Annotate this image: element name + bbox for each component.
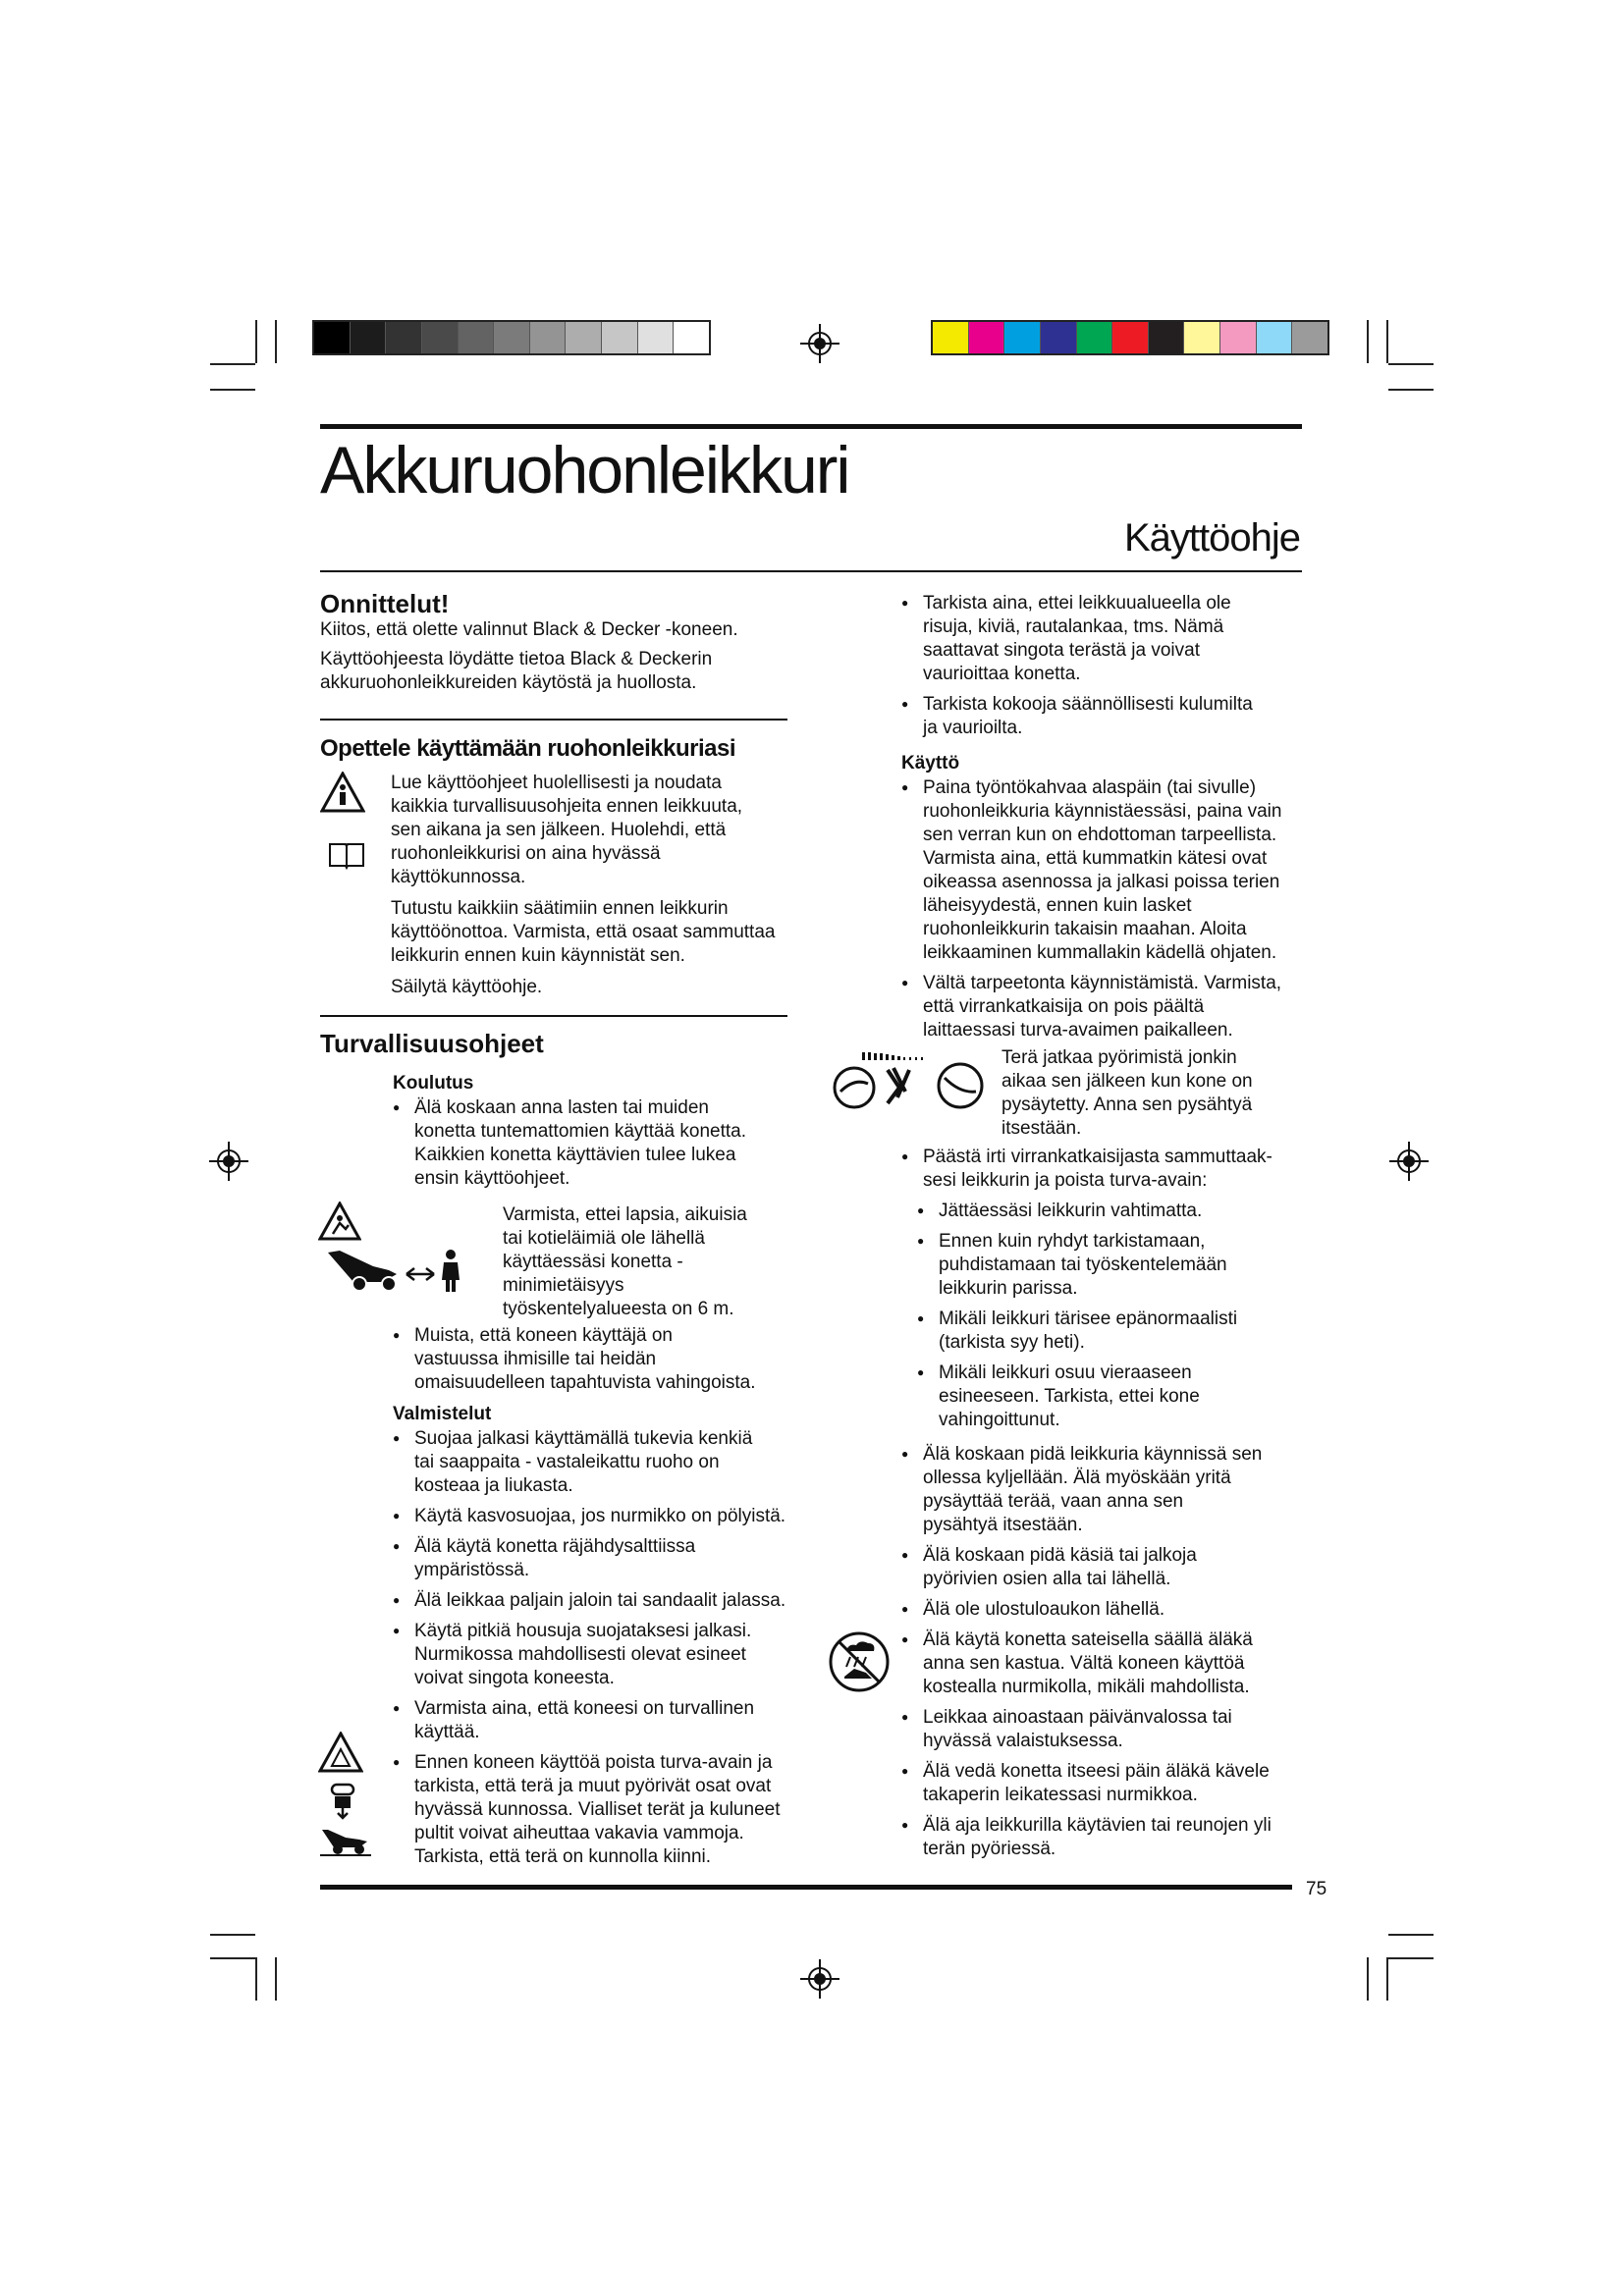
- text-line: Varmista aina, että koneesi on turvallinen: [414, 1698, 755, 1719]
- text-line: Suojaa jalkasi käyttämällä tukevia kenkiä: [414, 1428, 753, 1449]
- page-number: 75: [1306, 1879, 1327, 1899]
- crop-mark: [210, 389, 255, 391]
- gray-swatch: [314, 322, 351, 353]
- mower-icon: [320, 1828, 371, 1857]
- preparation-heading: Valmistelut: [393, 1404, 492, 1424]
- text-line: risuja, kiviä, rautalankaa, tms. Nämä: [923, 616, 1224, 637]
- text-line: työskentelyalueesta on 6 m.: [503, 1299, 734, 1319]
- text-line: Mikäli leikkuri osuu vieraaseen: [939, 1362, 1192, 1383]
- learn-section: [320, 734, 791, 764]
- section-rule: [320, 1015, 787, 1017]
- sub-list-item: ● Jättäessäsi leikkurin vahtimatta.: [901, 1199, 1314, 1223]
- blade-warning-text: [1001, 1046, 1296, 1141]
- text-line: vaurioittaa konetta.: [923, 664, 1081, 684]
- warning-triangle-icon: [320, 772, 365, 813]
- text-line: ollessa kyljellään. Älä myöskään yritä: [923, 1468, 1231, 1488]
- gray-swatch: [566, 322, 602, 353]
- text-line: Nurmikossa mahdollisesti olevat esineet: [414, 1644, 746, 1665]
- text-line: Älä koskaan anna lasten tai muiden: [414, 1097, 709, 1118]
- safety-key-icon: [328, 1783, 357, 1820]
- text-line: Mikäli leikkuri tärisee epänormaalisti: [939, 1308, 1238, 1329]
- gray-swatch: [674, 322, 709, 353]
- page-title: Akkuruohonleikkuri: [320, 433, 849, 507]
- color-swatch: [1041, 322, 1077, 353]
- color-swatch: [1112, 322, 1149, 353]
- color-swatch: [1004, 322, 1041, 353]
- text-line: ensin käyttöohjeet.: [414, 1168, 570, 1189]
- list-item: [393, 1750, 795, 1869]
- text-line: itsestään.: [1001, 1118, 1082, 1139]
- text-line: käyttöönottoa. Varmista, että osaat sammuttaa: [391, 922, 776, 942]
- crop-mark: [255, 320, 257, 363]
- crop-mark: [1386, 320, 1388, 363]
- text-line: konetta tuntemattomien käyttää konetta.: [414, 1121, 746, 1142]
- text-line: pysähtyä itsestään.: [923, 1515, 1083, 1535]
- list-item: [901, 1442, 1314, 1537]
- color-swatch: [1220, 322, 1257, 353]
- crop-mark: [1388, 363, 1434, 365]
- color-swatch: [1292, 322, 1327, 353]
- safety-heading: Turvallisuusohjeet: [320, 1029, 544, 1058]
- text-line: Tarkista, että terä on kunnolla kiinni.: [414, 1846, 712, 1867]
- book-icon: [328, 840, 365, 870]
- text-line: Tarkista kokooja säännöllisesti kulumilta: [923, 694, 1253, 715]
- color-swatch: [1077, 322, 1113, 353]
- safety-list: [393, 1323, 795, 1869]
- text-line: saattavat singota terästä ja voivat: [923, 640, 1200, 661]
- text-line: vahingoittunut.: [939, 1410, 1060, 1430]
- crop-mark: [1367, 320, 1369, 363]
- list-item: [393, 1095, 795, 1191]
- text-line: Kaikkien konetta käyttävien tulee lukea: [414, 1145, 736, 1165]
- footer-rule: [320, 1885, 1292, 1890]
- mower-distance-icon: [324, 1247, 471, 1296]
- learn-paragraph: Säilytä käyttöohje.: [391, 977, 543, 997]
- congrats-text: Kiitos, että olette valinnut Black & Decker -koneen.: [320, 619, 738, 640]
- crop-mark: [1386, 1957, 1388, 2001]
- registration-mark-icon: [209, 1142, 248, 1181]
- text-line: laittaessasi turva-avaimen paikalleen.: [923, 1020, 1233, 1041]
- right-column-lower: [901, 1145, 1314, 1861]
- text-line: ruohonleikkuria käynnistäessäsi, paina vain: [923, 801, 1282, 822]
- no-rain-icon: [827, 1629, 892, 1694]
- text-line: pysäytetty. Anna sen pysähtyä: [1001, 1095, 1253, 1115]
- text-line: Varmista aina, että kummatkin kätesi ovat: [923, 848, 1268, 869]
- sub-list-item: [901, 1361, 1314, 1432]
- text-line: vastuussa ihmisille tai heidän: [414, 1349, 657, 1369]
- text-line: ja vaurioilta.: [923, 718, 1023, 738]
- text-line: tarkista, että terä ja muut pyörivät osat ovat: [414, 1776, 772, 1796]
- text-line: pyörivien osien alla tai lähellä.: [923, 1569, 1171, 1589]
- text-line: hyvässä kunnossa. Vialliset terät ja kuluneet: [414, 1799, 781, 1820]
- gray-swatch: [638, 322, 675, 353]
- text-line: Ennen koneen käyttöä poista turva-avain ja: [414, 1752, 773, 1773]
- list-item: [393, 1534, 795, 1582]
- learn-heading: Opettele käyttämään ruohonleikkuriasi: [320, 735, 735, 762]
- list-item: ● Älä ole ulostuloaukon lähellä.: [901, 1597, 1314, 1622]
- list-item: [901, 1705, 1314, 1753]
- text-line: Tarkista aina, ettei leikkuualueella ole: [923, 593, 1231, 614]
- use-heading: Käyttö: [901, 753, 960, 774]
- sub-list-item: [901, 1229, 1314, 1301]
- crop-mark: [210, 363, 255, 365]
- crop-mark: [255, 1957, 257, 2001]
- list-item: [901, 1759, 1314, 1807]
- text-line: Ennen kuin ryhdyt tarkistamaan,: [939, 1231, 1206, 1252]
- gray-swatch: [459, 322, 495, 353]
- text-line: hyvässä valaistuksessa.: [923, 1731, 1123, 1751]
- gray-swatch: [530, 322, 567, 353]
- header-rule: [320, 424, 1302, 429]
- text-line: ruohonleikkurisi on aina hyvässä: [391, 843, 661, 864]
- registration-mark-icon: [800, 1959, 839, 1999]
- list-item: [901, 692, 1314, 740]
- text-line: pysäyttää terää, vaan anna sen: [923, 1491, 1184, 1512]
- list-item: [901, 1628, 1314, 1699]
- text-line: Älä koskaan pidä leikkuria käynnissä sen: [923, 1444, 1263, 1465]
- text-line: Älä vedä konetta itseesi päin äläkä kävele: [923, 1761, 1270, 1782]
- learn-paragraph: [391, 772, 793, 889]
- text-line: terän pyöriessä.: [923, 1839, 1056, 1859]
- list-item: [393, 1323, 795, 1395]
- crop-mark: [1367, 1957, 1369, 2001]
- section-rule: [320, 719, 787, 721]
- subtitle-rule: [320, 570, 1302, 572]
- rotating-blade-warning-icon: [827, 1048, 990, 1111]
- gray-swatch: [494, 322, 530, 353]
- list-item: [901, 1813, 1314, 1861]
- text-line: kostealla nurmikolla, mikäli mahdollista.: [923, 1677, 1250, 1697]
- text-line: läheisyydestä, ennen kuin lasket: [923, 895, 1192, 916]
- bystander-warning-text: [503, 1203, 797, 1321]
- text-line: pultit voivat aiheuttaa vakavia vammoja.: [414, 1823, 744, 1843]
- text-line: sesi leikkurin ja poista turva-avain:: [923, 1170, 1208, 1191]
- crop-mark: [1388, 389, 1434, 391]
- grayscale-calibration-bar: [312, 320, 711, 355]
- page-subtitle: Käyttöohje: [1123, 516, 1300, 560]
- text-line: kosteaa ja liukasta.: [414, 1475, 573, 1496]
- color-swatch: [1149, 322, 1185, 353]
- text-line: Leikkaa ainoastaan päivänvalossa tai: [923, 1707, 1232, 1728]
- text-line: esineeseen. Tarkista, ettei kone: [939, 1386, 1200, 1407]
- bystander-warning-icon: [318, 1201, 361, 1241]
- text-line: Paina työntökahvaa alaspäin (tai sivulle): [923, 777, 1257, 798]
- training-block: [393, 1072, 795, 1191]
- list-item: [901, 1145, 1314, 1193]
- text-line: tai kotieläimiä ole lähellä: [503, 1228, 705, 1249]
- text-line: että virrankatkaisija on pois päältä: [923, 996, 1205, 1017]
- training-heading: Koulutus: [393, 1073, 474, 1094]
- text-line: leikkaaminen kummallakin kädellä ohjaten.: [923, 942, 1277, 963]
- text-line: sen aikana ja sen jälkeen. Huolehdi, että: [391, 820, 727, 840]
- text-line: takaperin leikatessasi nurmikkoa.: [923, 1785, 1198, 1805]
- text-line: Päästä irti virrankatkaisijasta sammuttaak-: [923, 1147, 1272, 1167]
- warning-triangle-icon: [318, 1732, 363, 1775]
- color-swatch: [969, 322, 1005, 353]
- congrats-text: Käyttöohjeesta löydätte tietoa Black & Deckerin akkuruohonleikkureiden käytöstä ja huollosta.: [320, 649, 713, 693]
- learn-text: [391, 772, 793, 999]
- gray-swatch: [602, 322, 638, 353]
- text-line: ruohonleikkurin takaisin maahan. Aloita: [923, 919, 1247, 939]
- text-line: Varmista, ettei lapsia, aikuisia: [503, 1204, 747, 1225]
- text-line: Tutustu kaikkiin säätimiin ennen leikkurin: [391, 898, 729, 919]
- text-line: Käytä pitkiä housuja suojataksesi jalkasi.: [414, 1621, 752, 1641]
- text-line: aikaa sen jälkeen kun kone on: [1001, 1071, 1253, 1092]
- text-line: oikeassa asennossa ja jalkasi poissa terien: [923, 872, 1280, 892]
- text-line: ympäristössä.: [414, 1560, 530, 1580]
- right-column: [901, 591, 1314, 1042]
- list-item: ● Käytä kasvosuojaa, jos nurmikko on pölyistä.: [393, 1504, 795, 1528]
- gray-swatch: [422, 322, 459, 353]
- gray-swatch: [351, 322, 387, 353]
- list-item: [901, 971, 1314, 1042]
- text-line: kaikkia turvallisuusohjeita ennen leikkuuta,: [391, 796, 743, 817]
- congratulations-section: [320, 589, 791, 695]
- list-item: [393, 1426, 795, 1498]
- text-line: (tarkista syy heti).: [939, 1332, 1085, 1353]
- color-swatch: [1184, 322, 1220, 353]
- text-line: käyttää.: [414, 1722, 480, 1742]
- gray-swatch: [386, 322, 422, 353]
- text-line: käyttäessäsi konetta -: [503, 1252, 683, 1272]
- text-line: Lue käyttöohjeet huolellisesti ja noudata: [391, 773, 722, 793]
- text-line: leikkurin ennen kuin käynnistät sen.: [391, 945, 685, 966]
- text-line: voivat singota koneesta.: [414, 1668, 615, 1688]
- list-item: [393, 1619, 795, 1690]
- learn-paragraph: [391, 897, 793, 968]
- crop-mark: [275, 1957, 277, 2001]
- text-line: sen verran kun on ehdottoman tarpeellista.: [923, 825, 1277, 845]
- text-line: omaisuudelleen tapahtuvista vahingoista.: [414, 1372, 756, 1393]
- text-line: Älä käytä konetta sateisella säällä äläkä: [923, 1629, 1253, 1650]
- text-line: minimietäisyys: [503, 1275, 624, 1296]
- congrats-heading: Onnittelut!: [320, 589, 450, 618]
- crop-mark: [210, 1934, 255, 1936]
- text-line: Muista, että koneen käyttäjä on: [414, 1325, 673, 1346]
- text-line: leikkurin parissa.: [939, 1278, 1078, 1299]
- color-swatch: [933, 322, 969, 353]
- list-item: [901, 775, 1314, 965]
- crop-mark: [1388, 1934, 1434, 1936]
- text-line: käyttökunnossa.: [391, 867, 526, 887]
- color-swatch: [1257, 322, 1293, 353]
- list-item: ● Älä leikkaa paljain jaloin tai sandaalit jalassa.: [393, 1588, 795, 1613]
- text-line: Vältä tarpeetonta käynnistämistä. Varmista,: [923, 973, 1282, 993]
- text-line: Terä jatkaa pyörimistä jonkin: [1001, 1047, 1237, 1068]
- crop-mark: [1388, 1957, 1434, 1959]
- text-line: anna sen kastua. Vältä koneen käyttöä: [923, 1653, 1245, 1674]
- sub-list-item: [901, 1307, 1314, 1355]
- crop-mark: [210, 1957, 255, 1959]
- text-line: Älä käytä konetta räjähdysalttiissa: [414, 1536, 696, 1557]
- registration-mark-icon: [1389, 1142, 1429, 1181]
- list-item: [901, 591, 1314, 686]
- text-line: puhdistamaan tai työskentelemään: [939, 1255, 1227, 1275]
- safety-section: [320, 1029, 791, 1058]
- text-line: tai saappaita - vastaleikattu ruoho on: [414, 1452, 720, 1472]
- color-calibration-bar: [931, 320, 1329, 355]
- list-item: [901, 1543, 1314, 1591]
- text-line: Älä koskaan pidä käsiä tai jalkoja: [923, 1545, 1197, 1566]
- text-line: Älä aja leikkurilla käytävien tai reunojen yli: [923, 1815, 1272, 1836]
- list-item: [393, 1696, 795, 1744]
- registration-mark-icon: [800, 324, 839, 363]
- crop-mark: [275, 320, 277, 363]
